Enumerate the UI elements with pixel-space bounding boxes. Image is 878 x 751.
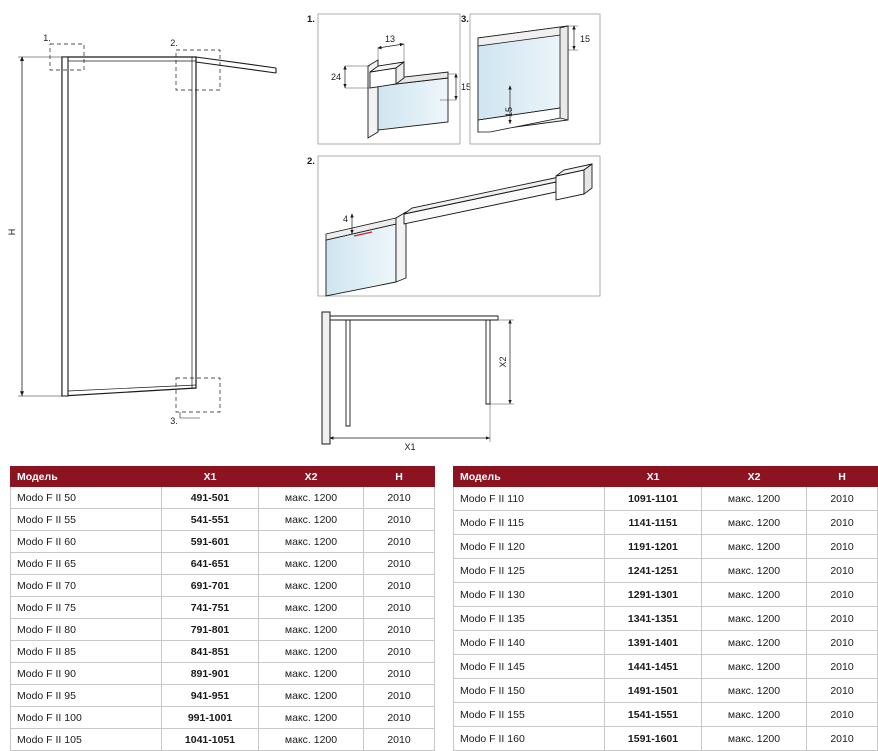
cell-h: 2010 bbox=[807, 487, 878, 511]
top-view-x2-label: X2 bbox=[498, 356, 508, 368]
cell-x1: 1291-1301 bbox=[605, 583, 702, 607]
cell-x1: 591-601 bbox=[162, 531, 259, 553]
header-x2: X2 bbox=[702, 467, 807, 487]
header-model: Модель bbox=[454, 467, 605, 487]
detail-1-dim-13: 13 bbox=[384, 34, 396, 44]
cell-x2: макс. 1200 bbox=[702, 535, 807, 559]
cell-h: 2010 bbox=[807, 583, 878, 607]
spec-table-left bbox=[10, 466, 435, 751]
cell-model: Modo F II 50 bbox=[11, 487, 162, 509]
cell-x2: макс. 1200 bbox=[259, 685, 364, 707]
table-row bbox=[11, 641, 435, 663]
cell-h: 2010 bbox=[807, 511, 878, 535]
table-row bbox=[11, 531, 435, 553]
cell-x1: 1041-1051 bbox=[162, 729, 259, 751]
table-row bbox=[11, 663, 435, 685]
cell-x1: 1541-1551 bbox=[605, 703, 702, 727]
cell-x1: 1091-1101 bbox=[605, 487, 702, 511]
spec-tables bbox=[10, 466, 854, 751]
cell-model: Modo F II 110 bbox=[454, 487, 605, 511]
header-model: Модель bbox=[11, 467, 162, 487]
header-x1: X1 bbox=[605, 467, 702, 487]
cell-h: 2010 bbox=[364, 619, 435, 641]
cell-x2: макс. 1200 bbox=[702, 655, 807, 679]
detail-1-dim-15: 15 bbox=[461, 82, 472, 92]
cell-x1: 1491-1501 bbox=[605, 679, 702, 703]
cell-x1: 1241-1251 bbox=[605, 559, 702, 583]
table-row bbox=[11, 597, 435, 619]
cell-x2: макс. 1200 bbox=[702, 727, 807, 751]
cell-x2: макс. 1200 bbox=[702, 607, 807, 631]
table-row bbox=[454, 511, 878, 535]
table-row bbox=[11, 685, 435, 707]
cell-x2: макс. 1200 bbox=[259, 597, 364, 619]
cell-model: Modo F II 60 bbox=[11, 531, 162, 553]
detail-2-dim-4: 4 bbox=[342, 214, 348, 224]
cell-x1: 841-851 bbox=[162, 641, 259, 663]
callout-1-label: 1. bbox=[43, 33, 51, 43]
table-row bbox=[11, 619, 435, 641]
table-row bbox=[454, 535, 878, 559]
cell-x2: макс. 1200 bbox=[259, 575, 364, 597]
detail-1-number: 1. bbox=[307, 14, 315, 25]
detail-3-view bbox=[461, 14, 600, 144]
cell-model: Modo F II 80 bbox=[11, 619, 162, 641]
table-row bbox=[11, 729, 435, 751]
cell-x2: макс. 1200 bbox=[702, 487, 807, 511]
cell-x2: макс. 1200 bbox=[702, 631, 807, 655]
cell-x2: макс. 1200 bbox=[259, 531, 364, 553]
cell-h: 2010 bbox=[364, 641, 435, 663]
detail-2-view bbox=[307, 156, 600, 296]
cell-h: 2010 bbox=[364, 509, 435, 531]
table-row bbox=[454, 487, 878, 511]
cell-h: 2010 bbox=[364, 487, 435, 509]
table-row bbox=[454, 583, 878, 607]
cell-model: Modo F II 125 bbox=[454, 559, 605, 583]
header-x2: X2 bbox=[259, 467, 364, 487]
cell-model: Modo F II 85 bbox=[11, 641, 162, 663]
callout-3-label: 3. bbox=[170, 416, 178, 426]
cell-model: Modo F II 105 bbox=[11, 729, 162, 751]
cell-model: Modo F II 150 bbox=[454, 679, 605, 703]
cell-model: Modo F II 160 bbox=[454, 727, 605, 751]
cell-h: 2010 bbox=[807, 535, 878, 559]
cell-x2: макс. 1200 bbox=[702, 679, 807, 703]
cell-x2: макс. 1200 bbox=[259, 729, 364, 751]
cell-h: 2010 bbox=[364, 531, 435, 553]
cell-x2: макс. 1200 bbox=[259, 487, 364, 509]
detail-3-dim-15-left: 15 bbox=[504, 106, 514, 118]
cell-model: Modo F II 135 bbox=[454, 607, 605, 631]
detail-1-view bbox=[307, 14, 471, 144]
cell-x1: 791-801 bbox=[162, 619, 259, 641]
cell-x2: макс. 1200 bbox=[702, 511, 807, 535]
cell-h: 2010 bbox=[364, 597, 435, 619]
cell-x1: 1341-1351 bbox=[605, 607, 702, 631]
cell-h: 2010 bbox=[807, 703, 878, 727]
cell-x2: макс. 1200 bbox=[259, 707, 364, 729]
table-row bbox=[454, 655, 878, 679]
cell-h: 2010 bbox=[364, 553, 435, 575]
cell-model: Modo F II 65 bbox=[11, 553, 162, 575]
cell-model: Modo F II 55 bbox=[11, 509, 162, 531]
cell-model: Modo F II 95 bbox=[11, 685, 162, 707]
cell-x2: макс. 1200 bbox=[259, 619, 364, 641]
cell-x2: макс. 1200 bbox=[259, 663, 364, 685]
cell-x1: 991-1001 bbox=[162, 707, 259, 729]
cell-x2: макс. 1200 bbox=[259, 641, 364, 663]
cell-h: 2010 bbox=[364, 575, 435, 597]
table-row bbox=[454, 727, 878, 751]
table-row bbox=[454, 559, 878, 583]
cell-model: Modo F II 115 bbox=[454, 511, 605, 535]
spec-table-right bbox=[453, 466, 878, 751]
table-row bbox=[454, 703, 878, 727]
table-row bbox=[454, 607, 878, 631]
cell-model: Modo F II 130 bbox=[454, 583, 605, 607]
cell-h: 2010 bbox=[807, 559, 878, 583]
table-row bbox=[11, 487, 435, 509]
cell-x2: макс. 1200 bbox=[259, 553, 364, 575]
cell-model: Modo F II 145 bbox=[454, 655, 605, 679]
cell-x1: 641-651 bbox=[162, 553, 259, 575]
top-view-x1-label: X1 bbox=[404, 442, 416, 452]
table-row bbox=[454, 679, 878, 703]
cell-x2: макс. 1200 bbox=[259, 509, 364, 531]
cell-x1: 1441-1451 bbox=[605, 655, 702, 679]
cell-x1: 691-701 bbox=[162, 575, 259, 597]
cell-x1: 1191-1201 bbox=[605, 535, 702, 559]
cell-x1: 941-951 bbox=[162, 685, 259, 707]
detail-3-dim-15-top: 15 bbox=[580, 34, 591, 44]
table-row bbox=[11, 509, 435, 531]
cell-model: Modo F II 75 bbox=[11, 597, 162, 619]
table-row bbox=[11, 553, 435, 575]
cell-model: Modo F II 155 bbox=[454, 703, 605, 727]
cell-model: Modo F II 140 bbox=[454, 631, 605, 655]
cell-h: 2010 bbox=[807, 679, 878, 703]
table-row bbox=[11, 707, 435, 729]
cell-h: 2010 bbox=[807, 631, 878, 655]
cell-x1: 1391-1401 bbox=[605, 631, 702, 655]
main-front-view bbox=[7, 33, 276, 426]
table-row bbox=[454, 631, 878, 655]
header-h: H bbox=[807, 467, 878, 487]
cell-h: 2010 bbox=[364, 729, 435, 751]
cell-x1: 1141-1151 bbox=[605, 511, 702, 535]
detail-2-number: 2. bbox=[307, 156, 315, 167]
cell-model: Modo F II 120 bbox=[454, 535, 605, 559]
cell-h: 2010 bbox=[807, 655, 878, 679]
cell-h: 2010 bbox=[364, 663, 435, 685]
cell-x1: 741-751 bbox=[162, 597, 259, 619]
header-h: H bbox=[364, 467, 435, 487]
detail-1-dim-24: 24 bbox=[330, 72, 341, 82]
cell-x2: макс. 1200 bbox=[702, 559, 807, 583]
cell-model: Modo F II 90 bbox=[11, 663, 162, 685]
cell-h: 2010 bbox=[807, 607, 878, 631]
cell-x1: 491-501 bbox=[162, 487, 259, 509]
cell-x1: 1591-1601 bbox=[605, 727, 702, 751]
header-x1: X1 bbox=[162, 467, 259, 487]
callout-2-label: 2. bbox=[170, 38, 178, 48]
main-view-height-label: H bbox=[7, 228, 17, 236]
cell-x2: макс. 1200 bbox=[702, 703, 807, 727]
cell-x1: 541-551 bbox=[162, 509, 259, 531]
table-header-row bbox=[454, 467, 878, 487]
cell-h: 2010 bbox=[364, 685, 435, 707]
table-row bbox=[11, 575, 435, 597]
cell-x2: макс. 1200 bbox=[702, 583, 807, 607]
detail-3-number: 3. bbox=[461, 14, 469, 25]
cell-x1: 891-901 bbox=[162, 663, 259, 685]
cell-h: 2010 bbox=[807, 727, 878, 751]
cell-h: 2010 bbox=[364, 707, 435, 729]
cell-model: Modo F II 70 bbox=[11, 575, 162, 597]
table-header-row bbox=[11, 467, 435, 487]
top-view bbox=[322, 312, 514, 452]
cell-model: Modo F II 100 bbox=[11, 707, 162, 729]
